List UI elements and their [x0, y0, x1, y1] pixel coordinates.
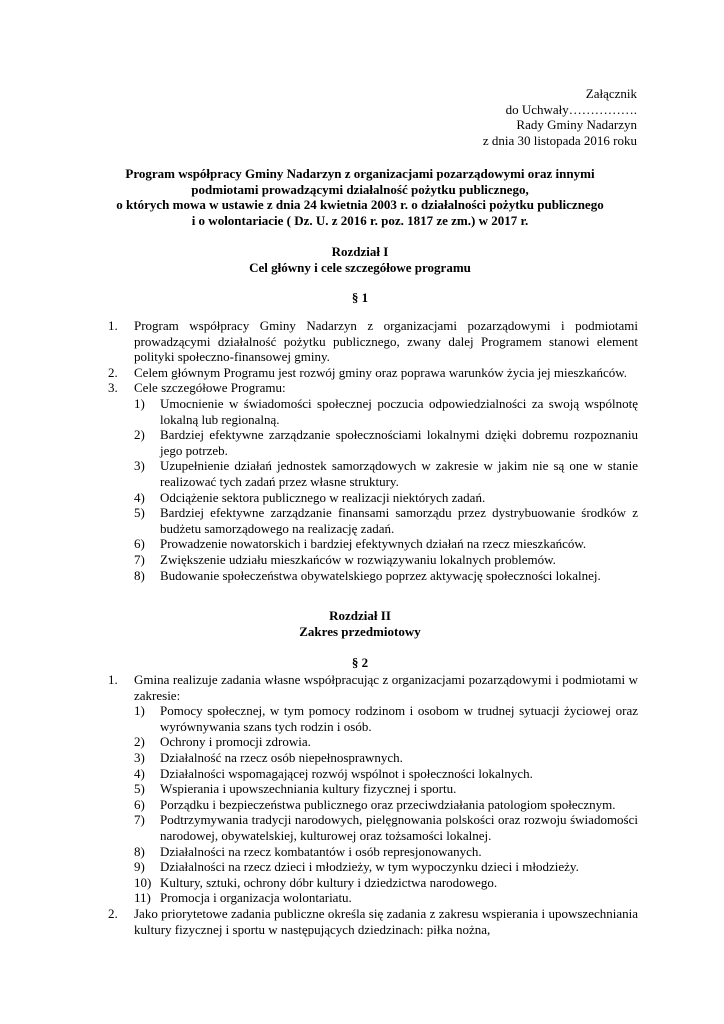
sub-item-number: 4) — [134, 489, 145, 505]
sub-item-number: 7) — [134, 551, 145, 567]
sub-item-text: Budowanie społeczeństwa obywatelskiego poprzez aktywację społeczności lokalnej. — [160, 567, 601, 583]
sub-item-number: 5) — [134, 505, 145, 521]
sub-item — [134, 568, 638, 584]
sub-item-text: Porządku i bezpieczeństwa publicznego oraz przeciwdziałania patologiom społecznym. — [160, 796, 616, 812]
sub-item — [134, 766, 638, 782]
sub-item-number: 9) — [134, 859, 145, 875]
sub-item-text: Działalności na rzecz dzieci i młodzieży, w tym wypoczynku dzieci i młodzieży. — [160, 859, 579, 875]
sub-item — [134, 458, 638, 489]
sub-item-text: Uzupełnienie działań jednostek samorządowych w zakresie w jakim nie są one w stanie realizować tych zadań przez własne struktury. — [160, 458, 638, 489]
section-2-symbol: § 2 — [351, 655, 369, 670]
annex-date: z dnia 30 listopada 2016 roku — [482, 132, 637, 148]
title-line-3: o których mowa w ustawie z dnia 24 kwietnia 2003 r. o działalności pożytku publicznego — [116, 197, 604, 213]
sub-item-number: 11) — [134, 890, 151, 906]
annex-council: Rady Gminy Nadarzyn — [516, 117, 637, 133]
item-text: Program współpracy Gminy Nadarzyn z organizacjami pozarządowymi i podmiotami prowadzącymi działalność pożytku publicznego, zwany dalej Programem stanowi element polityki społeczno-finansowej gminy. — [134, 318, 638, 365]
list-item — [108, 672, 638, 906]
sub-item-text: Podtrzymywania tradycji narodowych, pielęgnowania polskości oraz rozwoju świadomości narodowej, obywatelskiej, kulturowej oraz tożsamości lokalnej. — [160, 812, 638, 843]
sub-item — [134, 750, 638, 766]
chapter-1-list — [108, 318, 638, 583]
item-number: 1. — [108, 672, 118, 687]
sub-item-number: 1) — [134, 395, 145, 411]
sub-item-text: Prowadzenie nowatorskich i bardziej efektywnych działań na rzecz mieszkańców. — [160, 536, 587, 552]
sub-item-text: Wspierania i upowszechniania kultury fizycznej i sportu. — [160, 781, 457, 797]
section-1-symbol: § 1 — [351, 290, 369, 305]
sub-item-number: 10) — [134, 874, 152, 890]
sub-item — [134, 844, 638, 860]
sub-item-number: 2) — [134, 734, 145, 750]
chapter-2-list — [108, 672, 638, 937]
sub-item — [134, 812, 638, 843]
sub-item — [134, 734, 638, 750]
sub-item-text: Działalność na rzecz osób niepełnosprawnych. — [160, 749, 403, 765]
sub-item — [134, 797, 638, 813]
document-title — [80, 166, 640, 228]
sub-item-text: Bardziej efektywne zarządzanie finansami samorządu przez dystrybuowanie środków z budżetu samorządowego na realizację zadań. — [160, 505, 638, 536]
sub-item-number: 6) — [134, 796, 145, 812]
item-number: 1. — [108, 318, 118, 333]
item-text: Cele szczegółowe Programu: — [134, 380, 286, 396]
sub-item — [134, 890, 638, 906]
sub-item-number: 3) — [134, 458, 145, 474]
sub-item-text: Pomocy społecznej, w tym pomocy rodzinom i osobom w trudnej sytuacji życiowej oraz wyrównywania szans tych rodzin i osób. — [160, 703, 638, 734]
sub-item — [134, 490, 638, 506]
chapter-1-subtitle: Cel główny i cele szczegółowe programu — [249, 259, 471, 275]
sub-item-number: 1) — [134, 703, 145, 719]
item-number: 2. — [108, 905, 118, 921]
sub-item — [134, 781, 638, 797]
sub-item-text: Odciążenie sektora publicznego w realizacji niektórych zadań. — [160, 489, 486, 505]
annex-resolution: do Uchwały……………. — [505, 101, 637, 117]
chapter-2-subtitle: Zakres przedmiotowy — [299, 623, 421, 639]
sub-item — [134, 703, 638, 734]
sub-item — [134, 505, 638, 536]
list-item — [108, 365, 638, 381]
sub-item-number: 8) — [134, 843, 145, 859]
sub-item-number: 4) — [134, 765, 145, 781]
title-line-4: i o wolontariacie ( Dz. U. z 2016 r. poz. 1817 ze zm.) w 2017 r. — [191, 212, 529, 228]
sub-item — [134, 536, 638, 552]
sub-item-number: 7) — [134, 812, 145, 828]
sub-item-text: Ochrony i promocji zdrowia. — [160, 734, 311, 750]
chapter-1-label: Rozdział I — [331, 244, 389, 259]
sub-item-number: 6) — [134, 536, 145, 552]
item-text: Jako priorytetowe zadania publiczne określa się zadania z zakresu wspierania i upowszechniania kultury fizycznej i sportu w następujących dziedzinach: piłka nożna, — [134, 905, 638, 937]
sub-item — [134, 552, 638, 568]
title-line-1: Program współpracy Gminy Nadarzyn z organizacjami pozarządowymi oraz innymi — [125, 166, 595, 181]
item-text: Celem głównym Programu jest rozwój gminy oraz poprawa warunków życia jej mieszkańców. — [134, 364, 628, 380]
sub-item-number: 3) — [134, 749, 145, 765]
annex-header — [483, 86, 637, 148]
list-item — [108, 380, 638, 583]
sub-item-text: Działalności wspomagającej rozwój wspólnot i społeczności lokalnych. — [160, 765, 533, 781]
list-item — [108, 318, 638, 365]
chapter-1-heading — [80, 244, 640, 275]
chapter-2-heading — [80, 608, 640, 639]
annex-label: Załącznik — [585, 86, 637, 101]
sub-item-text: Promocja i organizacja wolontariatu. — [160, 890, 352, 906]
sub-item-number: 2) — [134, 427, 145, 443]
sub-item-text: Kultury, sztuki, ochrony dóbr kultury i dziedzictwa narodowego. — [160, 874, 498, 890]
sub-item-text: Umocnienie w świadomości społecznej poczucia odpowiedzialności za swoją wspólnotę lokalną lub regionalną. — [160, 395, 638, 427]
chapter-2-label: Rozdział II — [329, 608, 391, 623]
sub-item-text: Zwiększenie udziału mieszkańców w rozwiązywaniu lokalnych problemów. — [160, 551, 556, 567]
item-number: 3. — [108, 380, 118, 396]
sub-item — [134, 427, 638, 458]
list-item — [108, 906, 638, 937]
sub-item — [134, 396, 638, 427]
sub-item-number: 8) — [134, 567, 145, 583]
item-number: 2. — [108, 364, 118, 380]
sub-item-text: Działalności na rzecz kombatantów i osób represjonowanych. — [160, 843, 482, 859]
title-line-2: podmiotami prowadzącymi działalność pożytku publicznego, — [191, 181, 529, 197]
sub-item — [134, 875, 638, 891]
sub-item — [134, 859, 638, 875]
sub-item-number: 5) — [134, 781, 145, 797]
item-text: Gmina realizuje zadania własne współpracując z organizacjami pozarządowymi i podmiotami w zakresie: — [134, 672, 638, 703]
sub-item-text: Bardziej efektywne zarządzanie społecznościami lokalnymi dzięki dobremu rozpoznaniu jego potrzeb. — [160, 427, 638, 458]
